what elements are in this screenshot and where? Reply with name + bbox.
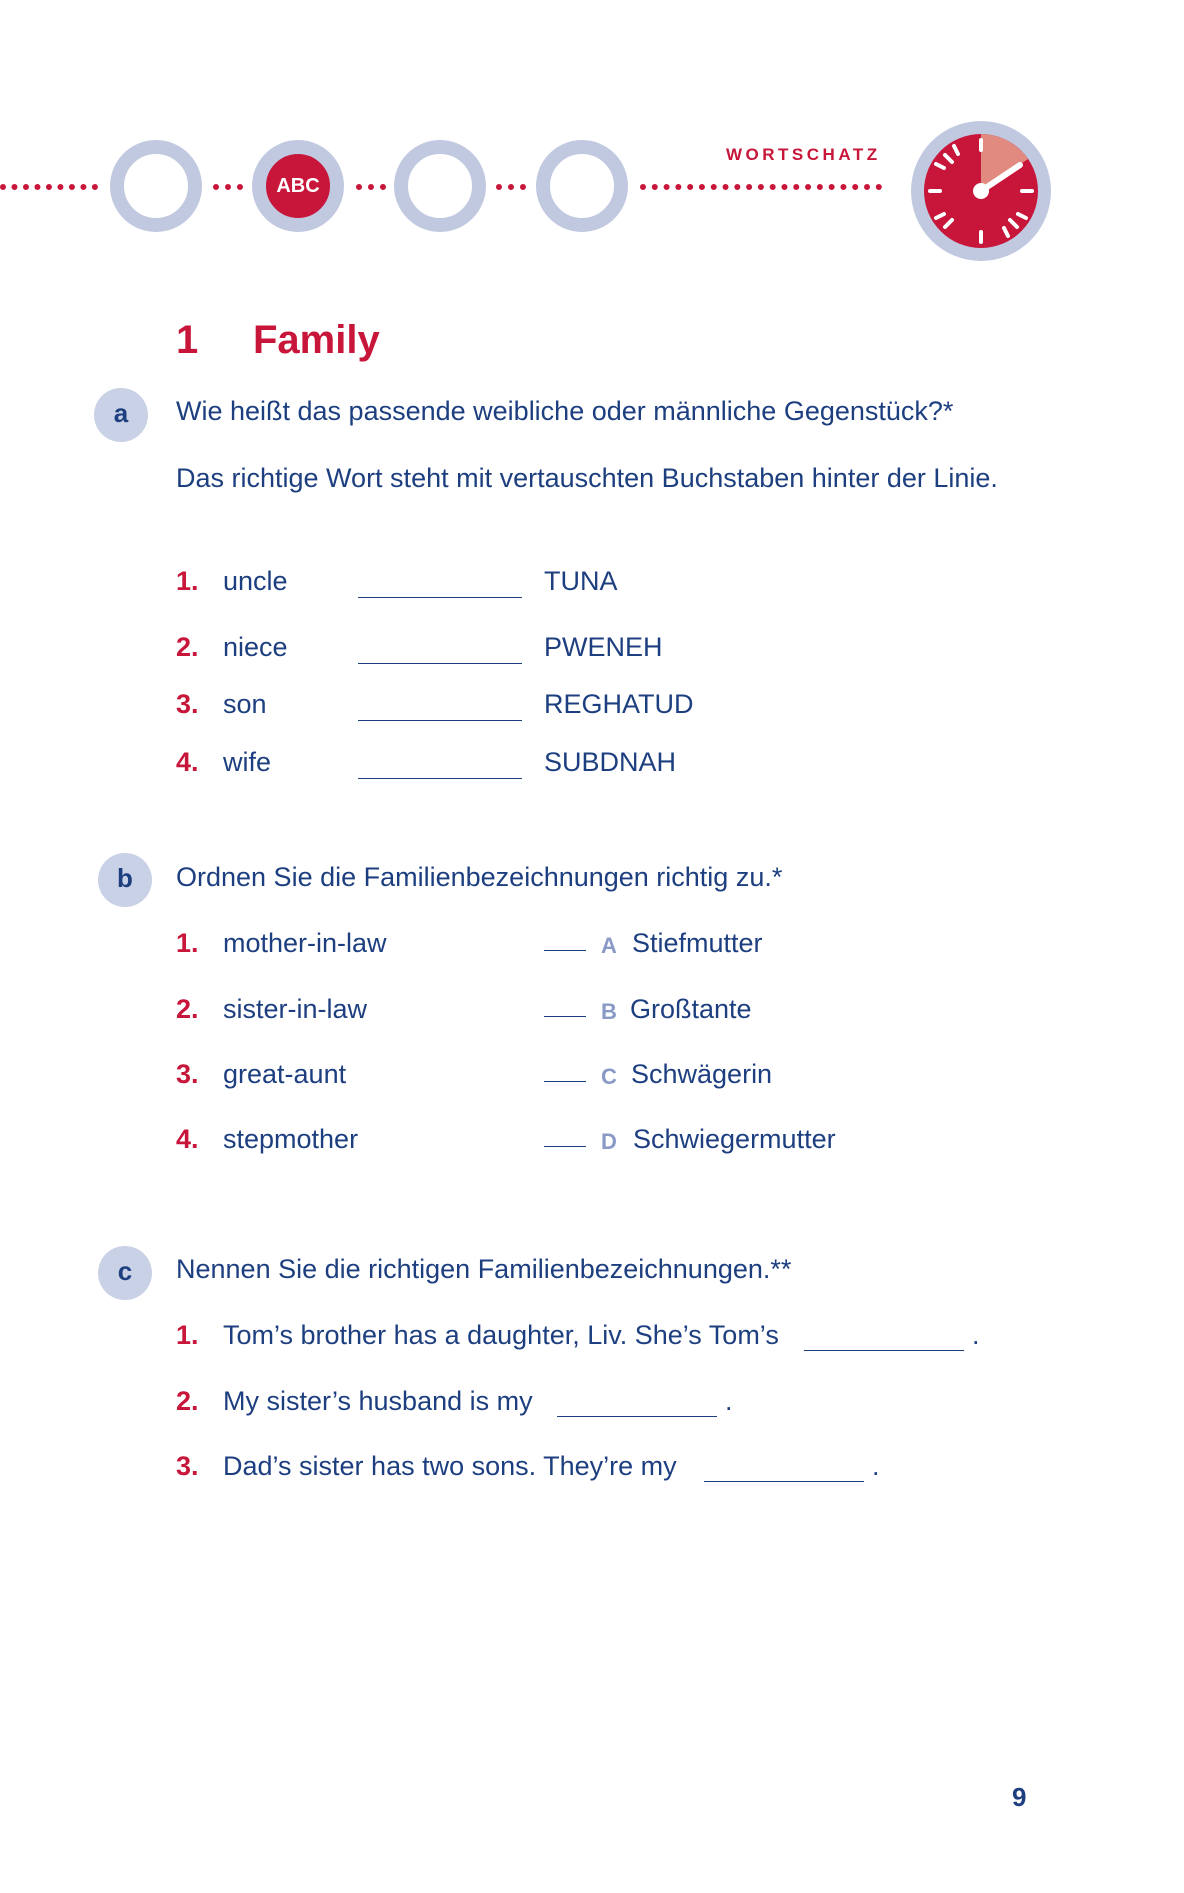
item-term: mother-in-law bbox=[223, 928, 387, 958]
step-ring-3 bbox=[394, 140, 486, 232]
answer-line[interactable] bbox=[358, 720, 522, 721]
exercise-c-instruction: Nennen Sie die richtigen Familienbezeichnungen.** bbox=[176, 1254, 792, 1284]
option-letter: B bbox=[601, 999, 617, 1024]
answer-line[interactable] bbox=[358, 663, 522, 664]
item-number: 4. bbox=[176, 747, 199, 777]
exercise-b-instruction: Ordnen Sie die Familienbezeichnungen richtig zu.* bbox=[176, 862, 783, 892]
item-number: 2. bbox=[176, 1386, 199, 1416]
item-number: 3. bbox=[176, 1059, 199, 1089]
option-text: Schwägerin bbox=[631, 1059, 773, 1089]
step-ring-1 bbox=[110, 140, 202, 232]
page-number: 9 bbox=[1012, 1782, 1027, 1812]
item-sentence: My sister’s husband is my bbox=[223, 1386, 533, 1416]
sentence-period: . bbox=[872, 1451, 880, 1481]
answer-line[interactable] bbox=[544, 1081, 586, 1082]
section-number: 1 bbox=[176, 318, 199, 362]
dotted-line bbox=[496, 184, 526, 190]
exercise-badge-b: b bbox=[98, 853, 152, 907]
item-number: 4. bbox=[176, 1124, 199, 1154]
item-number: 3. bbox=[176, 689, 199, 719]
scrambled-word: REGHATUD bbox=[544, 689, 694, 719]
option-letter: D bbox=[601, 1129, 617, 1154]
item-sentence: Tom’s brother has a daughter, Liv. She’s Tom’s bbox=[223, 1320, 779, 1350]
item-word: uncle bbox=[223, 566, 288, 596]
option-text: Stiefmutter bbox=[632, 928, 763, 958]
dotted-line bbox=[640, 184, 882, 190]
item-term: great-aunt bbox=[223, 1059, 347, 1089]
step-ring-4 bbox=[536, 140, 628, 232]
dotted-line bbox=[213, 184, 243, 190]
dotted-line bbox=[356, 184, 386, 190]
exercise-badge-a: a bbox=[94, 388, 148, 442]
answer-line[interactable] bbox=[544, 1016, 586, 1017]
exercise-badge-c: c bbox=[98, 1246, 152, 1300]
item-word: wife bbox=[223, 747, 272, 777]
category-label: WORTSCHATZ bbox=[726, 145, 881, 164]
item-term: stepmother bbox=[223, 1124, 359, 1154]
item-number: 2. bbox=[176, 632, 199, 662]
answer-line[interactable] bbox=[804, 1350, 964, 1351]
abc-label: ABC bbox=[276, 175, 320, 197]
scrambled-word: PWENEH bbox=[544, 632, 663, 662]
scrambled-word: TUNA bbox=[544, 566, 618, 596]
item-word: son bbox=[223, 689, 267, 719]
item-word: niece bbox=[223, 632, 288, 662]
answer-line[interactable] bbox=[544, 1146, 586, 1147]
option-letter: A bbox=[601, 933, 617, 958]
answer-line[interactable] bbox=[358, 597, 522, 598]
item-term: sister-in-law bbox=[223, 994, 368, 1024]
option-text: Schwiegermutter bbox=[633, 1124, 836, 1154]
item-number: 1. bbox=[176, 566, 199, 596]
sentence-period: . bbox=[725, 1386, 733, 1416]
answer-line[interactable] bbox=[704, 1481, 864, 1482]
dotted-line bbox=[0, 184, 98, 190]
clock-icon bbox=[910, 120, 1052, 262]
section-title: Family bbox=[253, 318, 380, 362]
item-sentence: Dad’s sister has two sons. They’re my bbox=[223, 1451, 677, 1481]
item-number: 2. bbox=[176, 994, 199, 1024]
answer-line[interactable] bbox=[358, 778, 522, 779]
step-ring-2-active bbox=[252, 140, 344, 232]
item-number: 1. bbox=[176, 928, 199, 958]
option-letter: C bbox=[601, 1064, 617, 1089]
item-number: 1. bbox=[176, 1320, 199, 1350]
scrambled-word: SUBDNAH bbox=[544, 747, 677, 777]
option-text: Großtante bbox=[630, 994, 752, 1024]
item-number: 3. bbox=[176, 1451, 199, 1481]
answer-line[interactable] bbox=[544, 950, 586, 951]
sentence-period: . bbox=[972, 1320, 980, 1350]
exercise-a-instruction: Wie heißt das passende weibliche oder männliche Gegenstück?* bbox=[176, 396, 954, 426]
answer-line[interactable] bbox=[557, 1416, 717, 1417]
exercise-a-hint: Das richtige Wort steht mit vertauschten Buchstaben hinter der Linie. bbox=[176, 463, 998, 493]
